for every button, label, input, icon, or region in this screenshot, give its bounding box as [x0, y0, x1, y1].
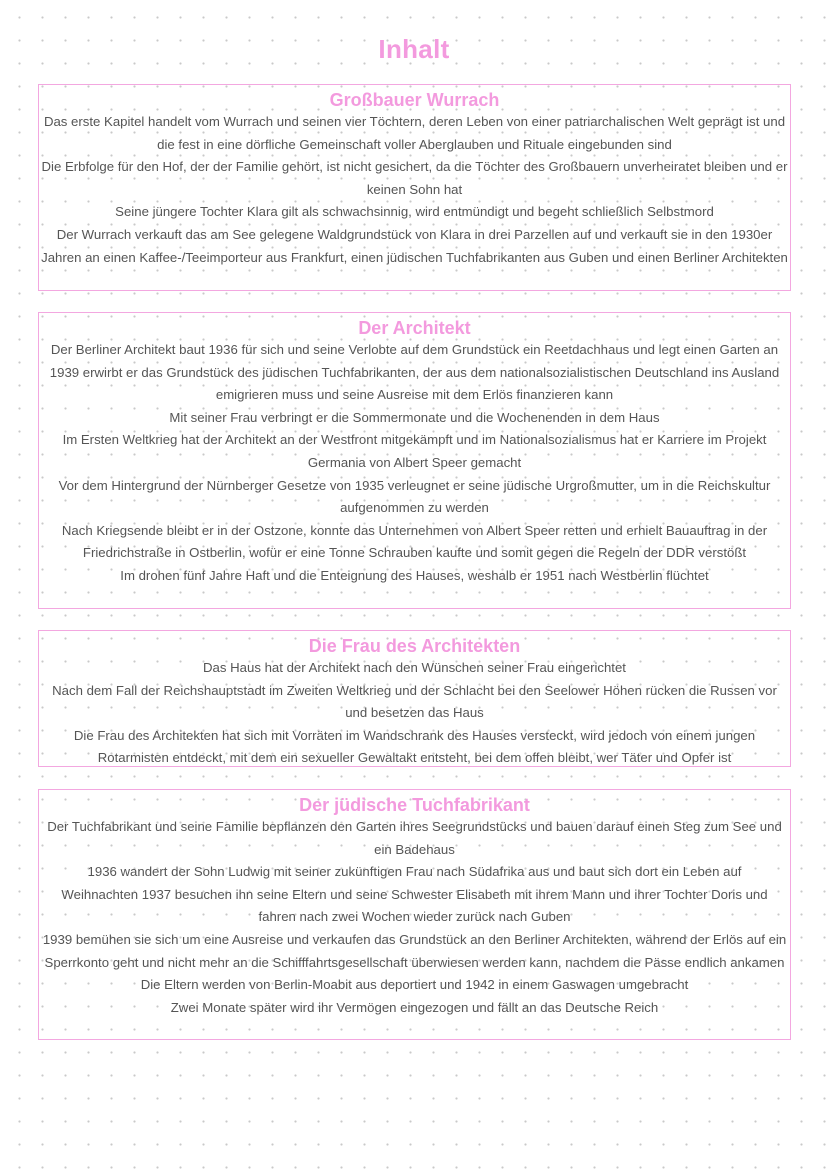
- section-heading: Großbauer Wurrach: [329, 90, 500, 110]
- paragraph: Nach Kriegsende bleibt er in der Ostzone, konnte das Unternehmen von Albert Speer retten und erhielt Bauauftrag in der Friedrichstraße in Ostberlin, wofür er eine Tonne Schrauben kaufte und somit gegen die Regeln der DDR verstößt: [61, 522, 768, 561]
- section-heading: Die Frau des Architekten: [308, 636, 521, 656]
- section-die-frau-des-architekten: [38, 630, 791, 767]
- paragraph: Vor dem Hintergrund der Nürnberger Gesetze von 1935 verleugnet er seine jüdische Urgroßmutter, um in die Reichskultur aufgenommen zu werden: [58, 477, 771, 516]
- section-heading: Der Architekt: [358, 318, 471, 338]
- paragraph: 1939 bemühen sie sich um eine Ausreise und verkaufen das Grundstück an den Berliner Architekten, während der Erlös auf ein Sperrkonto geht und nicht mehr an die Schifffahrtsgesellschaft überwiesen werden kann, nachdem die Pässe endlich ankamen: [42, 931, 787, 970]
- paragraph: Mit seiner Frau verbringt er die Sommermonate und die Wochenenden in dem Haus: [169, 409, 660, 425]
- paragraph: Das Haus hat der Architekt nach den Wünschen seiner Frau eingerichtet: [203, 660, 626, 675]
- paragraph: Im drohen fünf Jahre Haft und die Enteignung des Hauses, weshalb er 1951 nach Westberlin flüchtet: [120, 567, 709, 583]
- paragraph: Die Erbfolge für den Hof, der der Familie gehört, ist nicht gesichert, da die Töchter des Großbauern unverheiratet bleiben und er keinen Sohn hat: [41, 159, 788, 197]
- section-der-juedische-tuchfabrikant: [38, 789, 791, 1040]
- paragraph: 1939 erwirbt er das Grundstück des jüdischen Tuchfabrikanten, der aus dem nationalsozialistischen Deutschland ins Ausland emigrieren muss und seine Ausreise mit dem Erlös finanzieren kann: [49, 364, 780, 403]
- paragraph: 1936 wandert der Sohn Ludwig mit seiner zukünftigen Frau nach Südafrika aus und baut sich dort ein Leben auf: [87, 864, 742, 880]
- paragraph: Die Frau des Architekten hat sich mit Vorräten im Wandschrank des Hauses versteckt, wird jedoch von einem jungen Rotarmisten entdeckt, mit dem ein sexueller Gewaltakt entsteht, bei dem offen bleibt, wer Täter und Opfer ist: [73, 727, 756, 766]
- section-der-architekt: [38, 312, 791, 609]
- paragraph: Nach dem Fall der Reichshauptstadt im Zweiten Weltkrieg und der Schlacht bei den Seelower Höhen rücken die Russen vor und besetzen das Haus: [52, 682, 777, 721]
- section-grossbauer-wurrach: [38, 84, 791, 291]
- paragraph: Der Wurrach verkauft das am See gelegene Waldgrundstück von Klara in drei Parzellen auf und verkauft sie in den 1930er Jahren an einen Kaffee-/Teeimporteur aus Frankfurt, einen jüdischen Tuchfabrikanten aus Guben und einen Berliner Architekten: [41, 226, 788, 265]
- paragraph: Seine jüngere Tochter Klara gilt als schwachsinnig, wird entmündigt und begeht schließlich Selbstmord: [115, 204, 714, 220]
- paragraph: Der Berliner Architekt baut 1936 für sich und seine Verlobte auf dem Grundstück ein Reetdachhaus und legt einen Garten an: [50, 342, 779, 357]
- paragraph: Das erste Kapitel handelt vom Wurrach und seinen vier Töchtern, deren Leben von einer patriarchalischen Welt geprägt ist und die fest in eine dörfliche Gemeinschaft voller Aberglauben und Rituale eingebunden sind: [43, 114, 786, 152]
- paragraph: Die Eltern werden von Berlin-Moabit aus deportiert und 1942 in einem Gaswagen umgebracht: [140, 977, 689, 993]
- paragraph: Weihnachten 1937 besuchen ihn seine Eltern und seine Schwester Elisabeth mit ihrem Mann und ihrer Tochter Doris und fahren nach zwei Wochen wieder zurück nach Guben: [61, 886, 768, 925]
- page-title: Inhalt: [378, 34, 450, 64]
- paragraph: Zwei Monate später wird ihr Vermögen eingezogen und fällt an das Deutsche Reich: [170, 999, 659, 1015]
- section-heading: Der jüdische Tuchfabrikant: [299, 795, 530, 815]
- paragraph: Im Ersten Weltkrieg hat der Architekt an der Westfront mitgekämpft und im Nationalsozialismus hat er Karriere im Projekt Germania von Albert Speer gemacht: [62, 432, 767, 470]
- paragraph: Der Tuchfabrikant und seine Familie bepflanzen den Garten ihres Seegrundstücks und bauen darauf einen Steg zum See und ein Badehaus: [47, 819, 782, 857]
